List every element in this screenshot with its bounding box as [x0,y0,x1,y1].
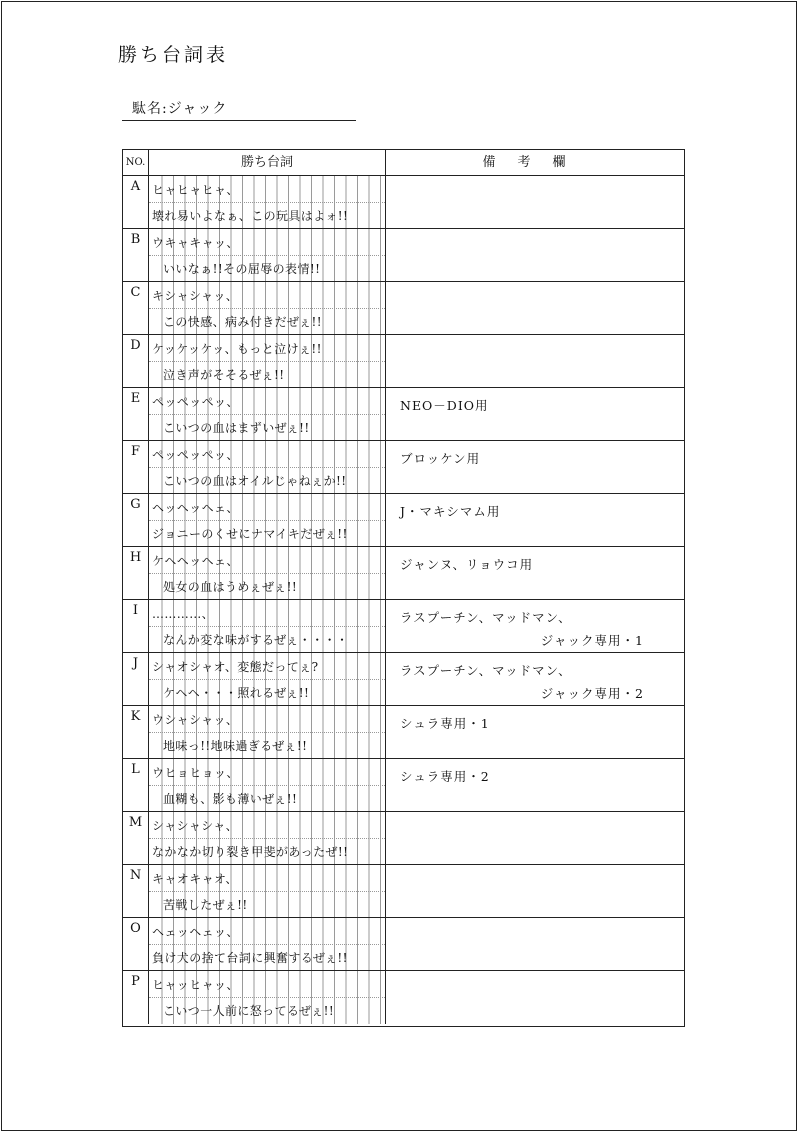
row-letter: E [123,388,149,440]
table-row [123,759,684,812]
notes-cell [386,600,684,652]
quote-cell [149,812,386,864]
row-letter: B [123,229,149,281]
quote-line-1: キャオキャオ、 [152,872,238,886]
table-row [123,653,684,706]
table-row [123,441,684,494]
quote-line-1: ウヒョヒョッ、 [152,766,239,780]
row-letter: A [123,176,149,228]
quote-cell [149,918,386,970]
row-letter: O [123,918,149,970]
notes-cell [386,494,684,546]
table-row [123,600,684,653]
notes-cell [386,706,684,758]
quote-line-1: ヘェッヘェッ、 [152,925,239,939]
quote-line-2: 壊れ易いよなぁ、この玩具はよォ!! [152,209,349,223]
notes-cell [386,388,684,440]
document-title: 勝ち台詞表 [118,44,229,66]
note-line-1: ジャンヌ、リョウコ用 [400,557,534,572]
quote-line-2: 泣き声がそそるぜぇ!! [163,368,285,382]
quote-cell [149,388,386,440]
quote-cell [149,600,386,652]
notes-cell [386,653,684,705]
quote-cell [149,494,386,546]
table-body [123,176,684,1024]
notes-cell [386,547,684,599]
row-letter: N [123,865,149,917]
quote-line-2: 処女の血はうめぇぜぇ!! [163,580,298,594]
table-row [123,494,684,547]
row-letter: P [123,971,149,1024]
quote-cell [149,176,386,228]
row-letter: L [123,759,149,811]
quote-line-2: 地味っ!!地味過ぎるぜぇ!! [163,739,308,753]
quote-line-2: こいつ一人前に怒ってるぜぇ!! [163,1004,335,1018]
note-line-2: ジャック専用・2 [540,686,644,701]
quote-line-1: ヘッヘッヘェ、 [152,501,239,515]
quote-line-1: ウシャシャッ、 [152,713,239,727]
notes-cell [386,918,684,970]
table-row [123,335,684,388]
notes-cell [386,282,684,334]
note-line-2: ジャック専用・1 [540,633,644,648]
note-line-1: NEO－DIO用 [400,398,489,413]
table-row [123,971,684,1024]
notes-cell [386,335,684,387]
quote-cell [149,547,386,599]
quote-line-1: …………、 [152,607,215,621]
notes-cell [386,759,684,811]
name-field [122,96,356,121]
note-line-1: J・マキシマム用 [400,504,501,519]
note-line-1: シュラ専用・1 [400,716,490,731]
header-notes: 備考欄 [482,155,588,170]
notes-cell [386,971,684,1024]
table-row [123,282,684,335]
quote-line-2: 負け犬の捨て台詞に興奮するぜぇ!! [152,951,348,965]
notes-cell [386,229,684,281]
quote-cell [149,865,386,917]
row-letter: G [123,494,149,546]
quote-line-1: ペッペッペッ、 [152,395,239,409]
notes-cell [386,176,684,228]
quote-line-2: こいつの血はオイルじゃねぇか!! [163,474,347,488]
quote-cell [149,971,386,1024]
quote-line-2: なかなか切り裂き甲斐があったぜ!! [152,845,349,859]
notes-cell [386,865,684,917]
quote-cell [149,441,386,493]
table-row [123,229,684,282]
header-lines: 勝ち台詞 [149,150,386,176]
quote-line-1: ケヘヘッヘェ、 [152,554,239,568]
quote-cell [149,706,386,758]
row-letter: J [123,653,149,705]
quote-line-1: ヒャッヒャッ、 [152,978,239,992]
quote-line-2: ケヘヘ・・・照れるぜぇ!! [163,686,310,700]
notes-cell [386,812,684,864]
quote-cell [149,653,386,705]
table-row [123,918,684,971]
quote-line-1: キシャシャッ、 [152,289,239,303]
note-line-1: ラスプーチン、マッドマン、 [400,663,572,678]
table-row [123,176,684,229]
table-header [123,150,684,176]
name-label: 駄名:ジャック [132,101,228,117]
row-letter: H [123,547,149,599]
table-row [123,547,684,600]
row-letter: D [123,335,149,387]
quote-cell [149,759,386,811]
table-row [123,865,684,918]
row-letter: M [123,812,149,864]
notes-cell [386,441,684,493]
note-line-1: シュラ専用・2 [400,769,490,784]
quote-cell [149,335,386,387]
note-line-1: ラスプーチン、マッドマン、 [400,610,572,625]
note-line-1: ブロッケン用 [400,451,481,466]
row-letter: K [123,706,149,758]
table-row [123,812,684,865]
header-no: NO. [123,150,149,176]
quote-line-1: ケッケッケッ、もっと泣けぇ!! [152,342,322,356]
quote-line-2: いいなぁ!!その屈辱の表情!! [163,262,321,276]
quote-line-1: シャオシャオ、変態だってぇ? [152,660,319,674]
quote-line-2: こいつの血はまずいぜぇ!! [163,421,310,435]
quote-line-1: シャシャシャ、 [152,819,239,833]
quote-line-1: ウキャキャッ、 [152,236,239,250]
quote-line-1: ペッペッペッ、 [152,448,239,462]
quote-line-1: ヒャヒャヒャ、 [152,183,239,197]
quote-line-2: 苦戦したぜぇ!! [163,898,248,912]
row-letter: C [123,282,149,334]
table-row [123,388,684,441]
quote-cell [149,229,386,281]
quote-line-2: なんか変な味がするぜぇ・・・・ [163,633,349,647]
quote-line-2: この快感、病み付きだぜぇ!! [163,315,323,329]
quote-line-2: 血糊も、影も薄いぜぇ!! [163,792,298,806]
table-row [123,706,684,759]
quote-cell [149,282,386,334]
row-letter: I [123,600,149,652]
win-quotes-table [122,149,685,1027]
quote-line-2: ジョニーのくせにナマイキだぜぇ!! [152,527,348,541]
row-letter: F [123,441,149,493]
